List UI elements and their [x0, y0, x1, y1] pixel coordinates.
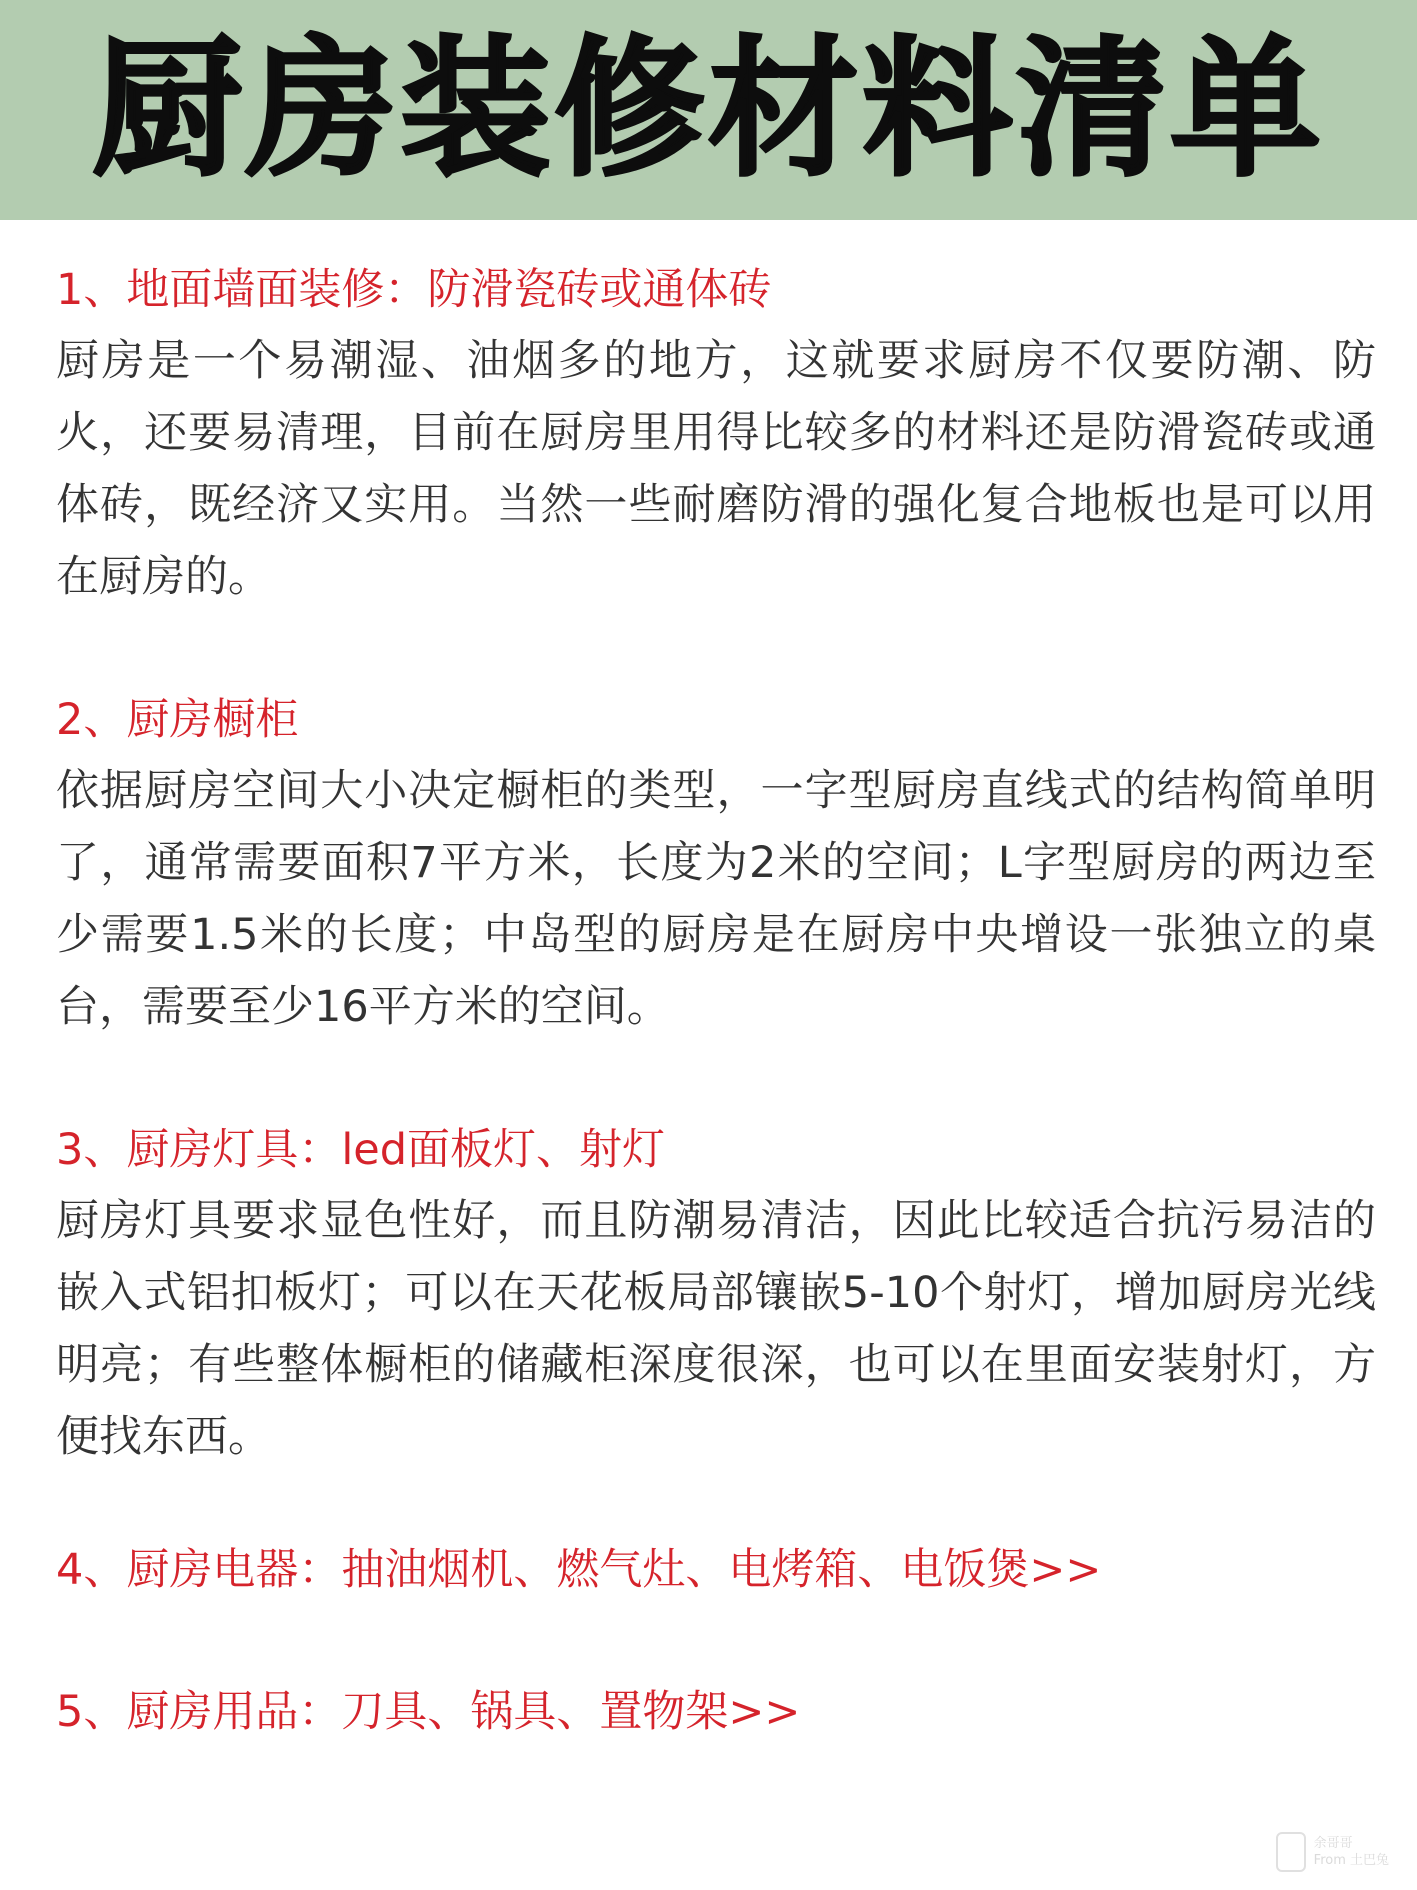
section-floor-wall — [56, 255, 1376, 685]
section-title: 4、厨房电器：抽油烟机、燃气灶、电烤箱、电饭煲>> — [56, 1545, 1102, 1595]
page-title: 厨房装修材料清单 — [92, 23, 1325, 197]
section-supplies — [56, 1677, 1376, 1747]
watermark — [1276, 1832, 1389, 1872]
material-list — [56, 255, 1376, 1747]
section-appliances — [56, 1535, 1376, 1677]
title-banner — [0, 0, 1417, 220]
section-title: 1、地面墙面装修：防滑瓷砖或通体砖 — [56, 265, 772, 315]
watermark-author: 余哥哥 — [1313, 1836, 1353, 1851]
section-title: 2、厨房橱柜 — [56, 695, 299, 745]
section-body: 依据厨房空间大小决定橱柜的类型，一字型厨房直线式的结构简单明了，通常需要面积7平方米，长度为2米的空间；L字型厨房的两边至少需要1.5米的长度；中岛型的厨房是在厨房中央增设一张独立的桌台，需要至少16平方米的空间。 — [56, 766, 1376, 1032]
section-cabinet — [56, 685, 1376, 1115]
watermark-logo-icon — [1276, 1832, 1306, 1872]
watermark-text — [1314, 1835, 1389, 1869]
watermark-source: From 土巴兔 — [1313, 1853, 1389, 1868]
section-title: 5、厨房用品：刀具、锅具、置物架>> — [56, 1687, 801, 1737]
section-body: 厨房灯具要求显色性好，而且防潮易清洁，因此比较适合抗污易洁的嵌入式铝扣板灯；可以在天花板局部镶嵌5-10个射灯，增加厨房光线明亮；有些整体橱柜的储藏柜深度很深，也可以在里面安装射灯，方便找东西。 — [56, 1196, 1376, 1462]
section-body: 厨房是一个易潮湿、油烟多的地方，这就要求厨房不仅要防潮、防火，还要易清理，目前在厨房里用得比较多的材料还是防滑瓷砖或通体砖，既经济又实用。当然一些耐磨防滑的强化复合地板也是可以用在厨房的。 — [56, 336, 1376, 602]
section-title: 3、厨房灯具：led面板灯、射灯 — [56, 1125, 666, 1175]
section-lighting — [56, 1115, 1376, 1535]
